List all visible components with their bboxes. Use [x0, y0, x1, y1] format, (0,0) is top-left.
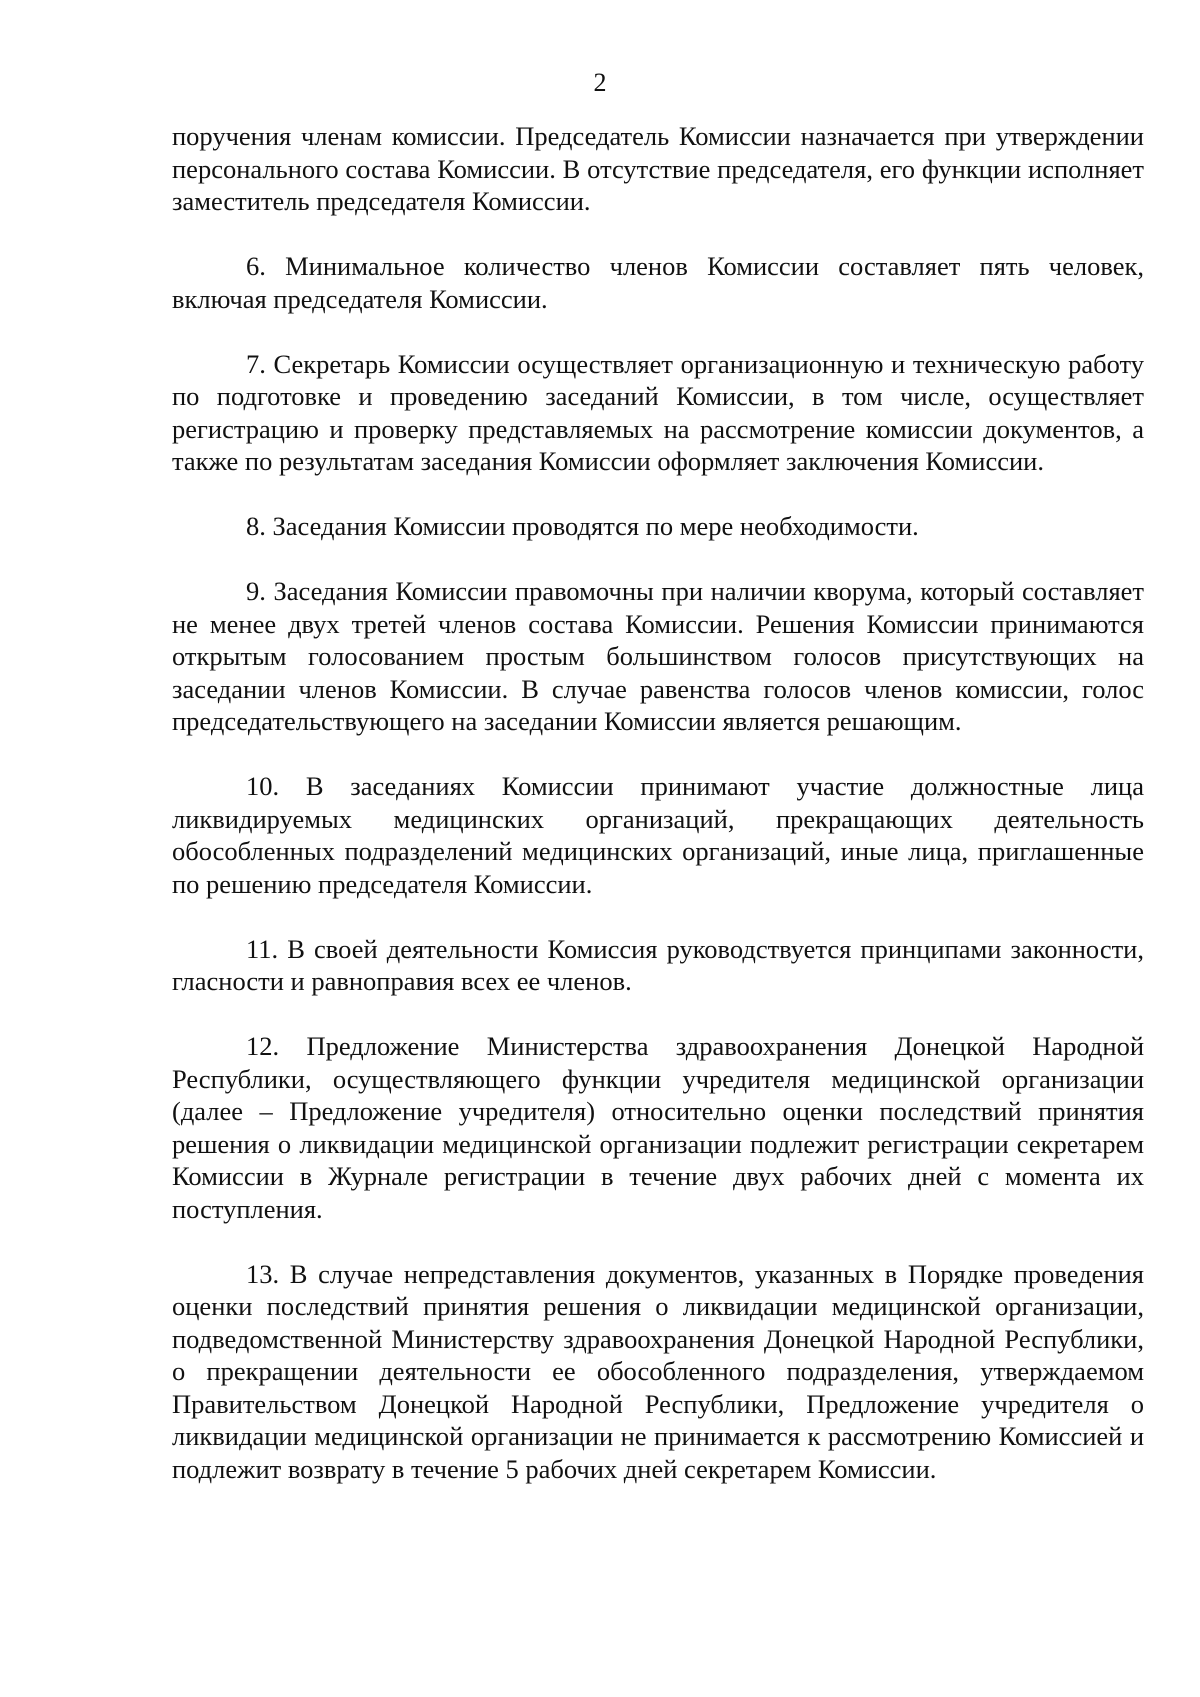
paragraph-10: 10. В заседаниях Комиссии принимают участие должностные лица ликвидируемых медицинских организаций, прекращающих деятельность обособленных подразделений медицинских организаций, иные лица, приглашенные по решению председателя Комиссии.	[172, 771, 1144, 899]
paragraph-continuation: поручения членам комиссии. Председатель Комиссии назначается при утверждении персонального состава Комиссии. В отсутствие председателя, его функции исполняет заместитель председателя Комиссии.	[172, 121, 1144, 216]
paragraph-9: 9. Заседания Комиссии правомочны при наличии кворума, который составляет не менее двух третей членов состава Комиссии. Решения Комиссии принимаются открытым голосованием простым большинством голосов присутствующих на заседании членов Комиссии. В случае равенства голосов членов комиссии, голос председательствующего на заседании Комиссии является решающим.	[172, 576, 1144, 736]
page-number: 2	[593, 68, 607, 97]
paragraph-13: 13. В случае непредставления документов, указанных в Порядке проведения оценки последствий принятия решения о ликвидации медицинской организации, подведомственной Министерству здравоохранения Донецкой Народной Республики, о прекращении деятельности ее обособленного подразделения, утверждаемом Правительством Донецкой Народной Республики, Предложение учредителя о ликвидации медицинской организации не принимается к рассмотрению Комиссией и подлежит возврату в течение 5 рабочих дней секретарем Комиссии.	[172, 1258, 1144, 1484]
paragraph-12: 12. Предложение Министерства здравоохранения Донецкой Народной Республики, осуществляющего функции учредителя медицинской организации (далее – Предложение учредителя) относительно оценки последствий принятия решения о ликвидации медицинской организации подлежит регистрации секретарем Комиссии в Журнале регистрации в течение двух рабочих дней с момента их поступления.	[172, 1031, 1144, 1224]
paragraph-8: 8. Заседания Комиссии проводятся по мере необходимости.	[246, 511, 919, 541]
paragraph-11: 11. В своей деятельности Комиссия руководствуется принципами законности, гласности и равноправия всех ее членов.	[172, 933, 1144, 996]
paragraph-7: 7. Секретарь Комиссии осуществляет организационную и техническую работу по подготовке и проведению заседаний Комиссии, в том числе, осуществляет регистрацию и проверку представляемых на рассмотрение комиссии документов, а также по результатам заседания Комиссии оформляет заключения Комиссии.	[172, 348, 1144, 476]
document-body	[172, 120, 1144, 1485]
paragraph-6: 6. Минимальное количество членов Комиссии составляет пять человек, включая председателя Комиссии.	[172, 251, 1144, 314]
